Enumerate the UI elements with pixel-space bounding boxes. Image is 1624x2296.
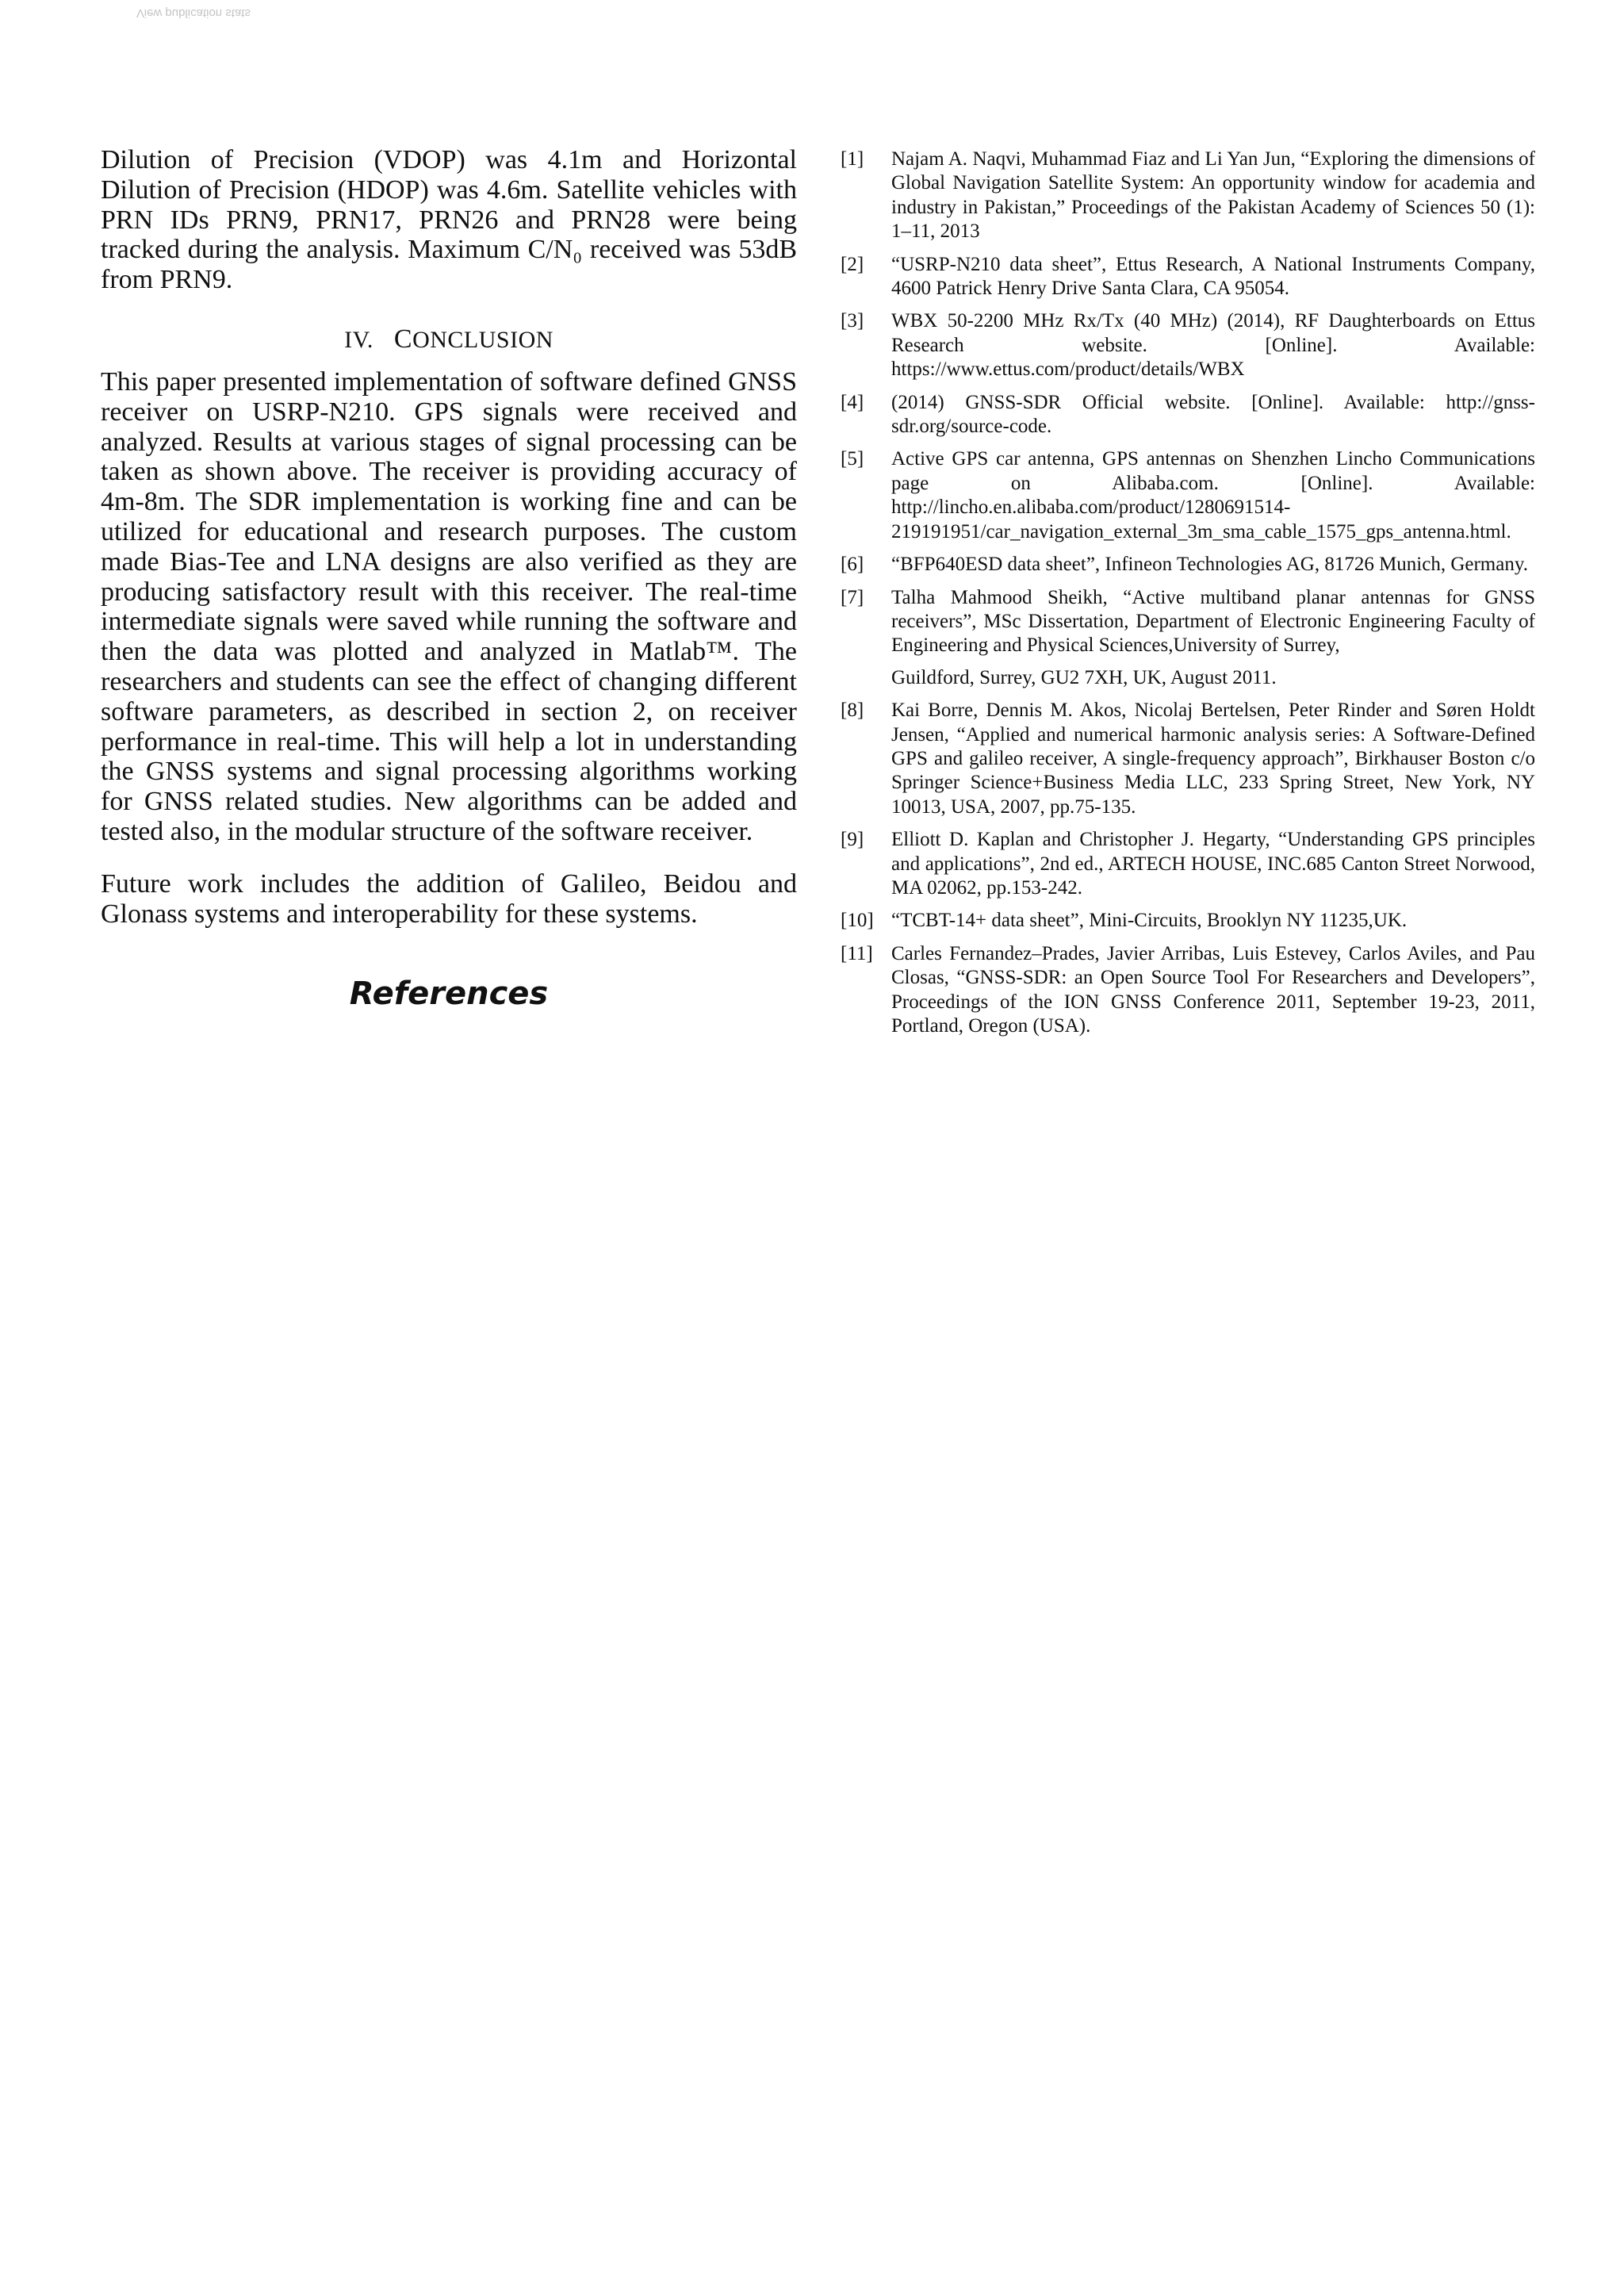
reference-index: [4] xyxy=(841,391,864,413)
reference-item xyxy=(841,942,1535,1039)
reference-index: [1] xyxy=(841,148,864,170)
reference-text: Najam A. Naqvi, Muhammad Fiaz and Li Yan Jun, “Exploring the dimensions of Global Navigation Satellite System: An opportunity window for academia and industry in Pakistan,” Proceedings of the Pakistan Academy of Sciences 50 (1): 1–11, 2013 xyxy=(891,148,1535,243)
reference-index: [5] xyxy=(841,448,864,470)
references-heading: References xyxy=(349,976,549,1013)
reference-text: WBX 50-2200 MHz Rx/Tx (40 MHz) (2014), RF Daughterboards on Ettus Research website. [Online]. Available: https://www.ettus.com/product/details/WBX xyxy=(891,310,1535,381)
reference-item xyxy=(841,391,1535,439)
reference-index: [2] xyxy=(841,253,864,275)
future-work-paragraph: Future work includes the addition of Galileo, Beidou and Glonass systems and interoperability for these systems. xyxy=(101,868,797,929)
reference-text: Kai Borre, Dennis M. Akos, Nicolaj Bertelsen, Peter Rinder and Søren Holdt Jensen, “Applied and numerical harmonic analysis series: A Software-Defined GPS and galileo receiver, A single-frequency approach”, Birkhauser Boston c/o Springer Science+Business Media LLC, 233 Spring Street, New York, NY 10013, USA, 2007, pp.75-135. xyxy=(891,700,1535,818)
reference-item xyxy=(841,828,1535,900)
reference-text: Talha Mahmood Sheikh, “Active multiband planar antennas for GNSS receivers”, MSc Dissertation, Department of Electronic Engineering Faculty of Engineering and Physical Sciences,University of Surrey, xyxy=(891,586,1535,657)
reference-item xyxy=(841,447,1535,544)
reference-index: [7] xyxy=(841,586,864,608)
reference-index: [9] xyxy=(841,829,864,851)
reference-item xyxy=(841,699,1535,819)
reference-text-continued: Guildford, Surrey, GU2 7XH, UK, August 2011. xyxy=(891,666,1277,688)
reference-item xyxy=(841,309,1535,381)
reference-item xyxy=(841,553,1535,577)
reference-item xyxy=(841,148,1535,244)
reference-index: [3] xyxy=(841,310,864,332)
reference-text: “BFP640ESD data sheet”, Infineon Technologies AG, 81726 Munich, Germany. xyxy=(891,554,1528,576)
reference-text: Elliott D. Kaplan and Christopher J. Hegarty, “Understanding GPS principles and applications”, 2nd ed., ARTECH HOUSE, INC.685 Canton Street Norwood, MA 02062, pp.153-242. xyxy=(891,829,1535,899)
reference-text: Active GPS car antenna, GPS antennas on Shenzhen Lincho Communications page on Alibaba.com. [Online]. Available: http://lincho.en.alibaba.com/product/1280691514-219191951/car_navigation_external_3m_sma_cable_1575_gps_antenna.html. xyxy=(891,448,1535,542)
reference-item xyxy=(841,253,1535,301)
view-publication-stats-watermark: View publication stats xyxy=(136,6,251,20)
reference-item xyxy=(841,586,1535,691)
conclusion-paragraph: This paper presented implementation of software defined GNSS receiver on USRP-N210. GPS signals were received and analyzed. Results at various stages of signal processing can be taken as shown above. The receiver is providing accuracy of 4m-8m. The SDR implementation is working fine and can be utilized for educational and research purposes. The custom made Bias-Tee and LNA designs are also verified as they are producing satisfactory result with this receiver. The real-time intermediate signals were saved while running the software and then the data was plotted and analyzed in Matlab™. The researchers and students can see the effect of changing different software parameters, as described in section 2, on receiver performance in real-time. This will help a lot in understanding the GNSS systems and signal processing algorithms working for GNSS related studies. New algorithms can be added and tested also, in the modular structure of the software receiver. xyxy=(101,366,797,846)
reference-item xyxy=(841,909,1535,933)
reference-text: “USRP-N210 data sheet”, Ettus Research, A National Instruments Company, 4600 Patrick Henry Drive Santa Clara, CA 95054. xyxy=(891,253,1535,300)
section-number: IV. xyxy=(344,326,373,353)
reference-list xyxy=(841,148,1535,1047)
reference-index: [6] xyxy=(841,554,864,576)
left-column xyxy=(101,145,797,1013)
reference-index: [8] xyxy=(841,700,864,722)
reference-index: [11] xyxy=(841,942,873,964)
reference-text: (2014) GNSS-SDR Official website. [Online]. Available: http://gnss-sdr.org/source-code. xyxy=(891,391,1535,438)
reference-text: Carles Fernandez–Prades, Javier Arribas, Luis Estevey, Carlos Aviles, and Pau Closas, “GNSS-SDR: an Open Source Tool For Researchers and Developers”, Proceedings of the ION GNSS Conference 2011, September 19-23, 2011, Portland, Oregon (USA). xyxy=(891,942,1535,1037)
reference-text: “TCBT-14+ data sheet”, Mini-Circuits, Brooklyn NY 11235,UK. xyxy=(891,910,1408,932)
section-title-initial: C xyxy=(393,324,413,354)
reference-text-block xyxy=(891,586,1535,691)
conclusion-heading xyxy=(101,325,797,355)
intro-paragraph: Dilution of Precision (VDOP) was 4.1m and Horizontal Dilution of Precision (HDOP) was 4.6m. Satellite vehicles with PRN IDs PRN9, PRN17, PRN26 and PRN28 were being tracked during the analysis. Maximum C/N₀ received was 53dB from PRN9. xyxy=(101,145,797,295)
reference-index: [10] xyxy=(841,910,874,932)
section-title-rest: ONCLUSION xyxy=(412,326,553,353)
